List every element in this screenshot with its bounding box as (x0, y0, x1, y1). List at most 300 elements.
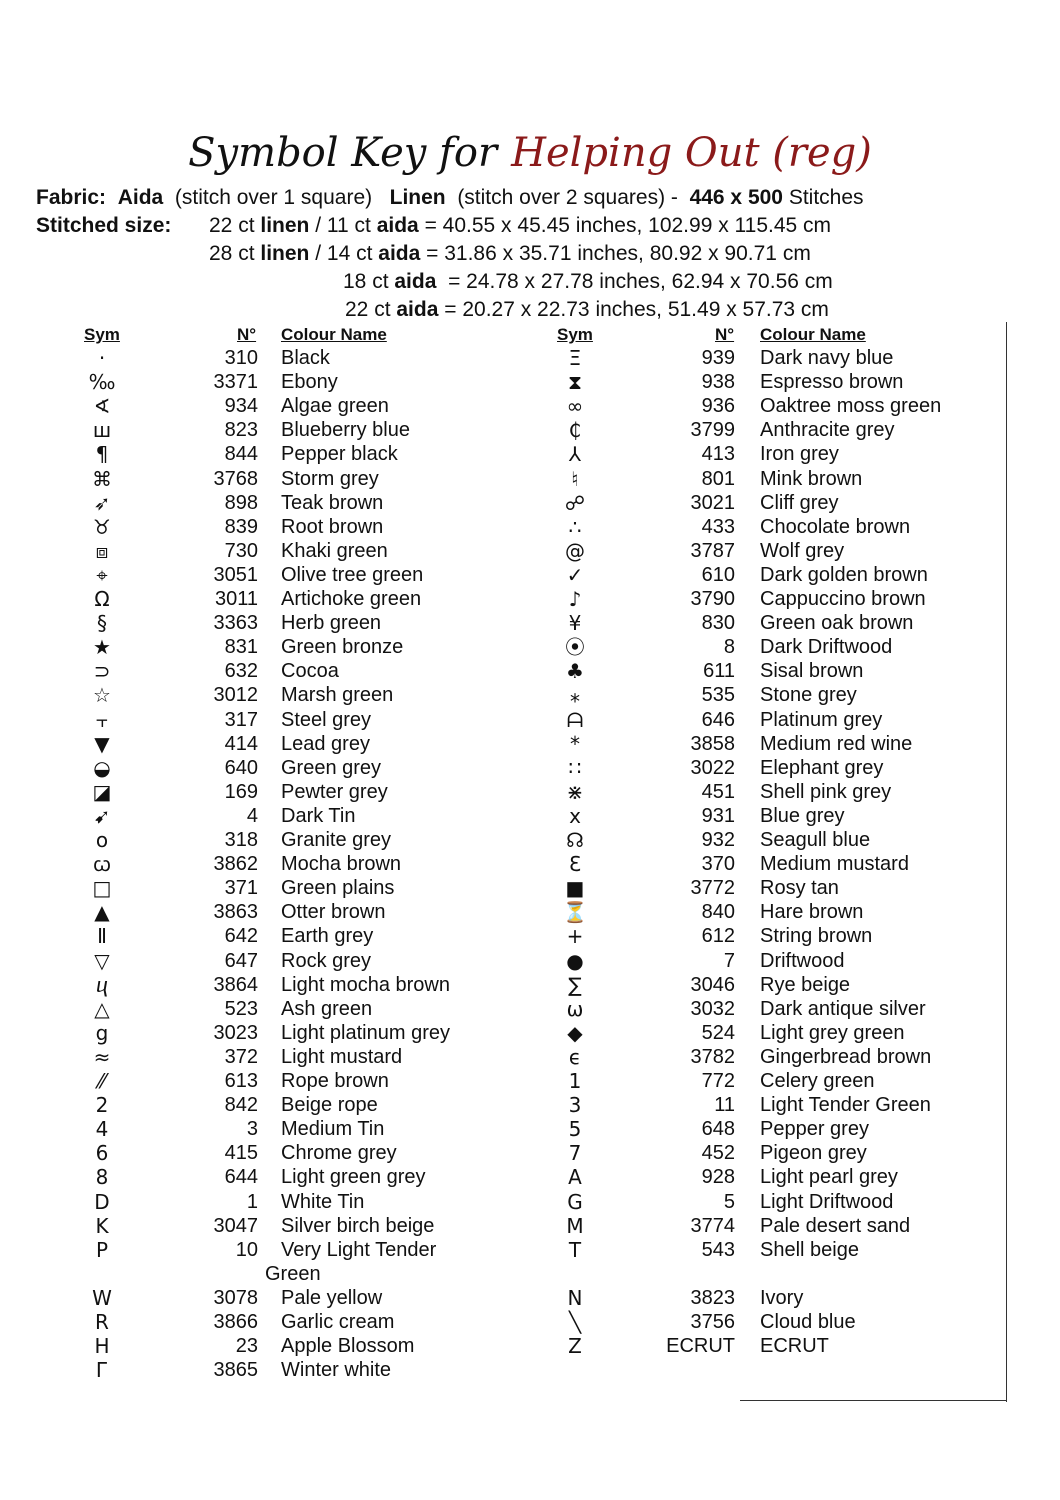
symbol-glyph: ∷ (568, 755, 582, 780)
floss-number: 7 (723, 949, 735, 972)
symbol-glyph: Г (95, 1358, 109, 1383)
colour-name: Iron grey (760, 443, 839, 466)
symbol-glyph: ▲ (94, 900, 110, 925)
right-row (0, 491, 1000, 515)
right-row (0, 756, 1000, 780)
symbol-glyph: H (94, 1334, 110, 1359)
symbol-glyph: ⌖ (96, 562, 108, 587)
colour-name: Garlic cream (281, 1311, 395, 1333)
colour-name: Rope brown (281, 1070, 389, 1092)
symbol-glyph: ★ (93, 635, 111, 660)
colour-name: Green oak brown (760, 612, 914, 635)
colour-name: Green (265, 1262, 321, 1285)
title-prefix: Symbol Key for (188, 130, 498, 176)
colour-name: Cloud blue (760, 1311, 856, 1333)
symbol-glyph: △ (94, 996, 110, 1021)
right-row (0, 997, 1000, 1021)
floss-number: 3051 (213, 563, 258, 586)
right-row (0, 876, 1000, 900)
symbol-glyph: ω (566, 996, 584, 1021)
floss-number: 938 (701, 371, 735, 394)
symbol-glyph: ☆ (93, 683, 111, 708)
colour-name: Rock grey (281, 949, 372, 972)
colour-name: Chocolate brown (760, 515, 911, 538)
stitched-size-line-4: 22 ct aida = 20.27 x 22.73 inches, 51.49 x 57.73 cm (345, 298, 829, 321)
symbol-glyph: 6 (95, 1141, 109, 1166)
symbol-glyph: ⴗ (96, 972, 108, 997)
symbol-glyph: 2 (95, 1093, 109, 1118)
stitched-size-line-2: 28 ct linen / 14 ct aida = 31.86 x 35.71 inches, 80.92 x 90.71 cm (209, 242, 811, 265)
colour-name: Pepper grey (760, 1118, 869, 1141)
fabric-line (36, 184, 864, 212)
symbol-glyph: ⋇ (566, 779, 584, 804)
symbol-glyph: ♮ (571, 466, 579, 491)
colour-name: Light platinum grey (281, 1021, 450, 1044)
symbol-glyph: P (95, 1237, 109, 1262)
symbol-glyph: ϵ (568, 1044, 582, 1069)
colour-name: Dark Tin (281, 804, 356, 827)
symbol-glyph: @ (565, 538, 585, 563)
floss-number: 4 (246, 804, 258, 827)
floss-number: 842 (224, 1094, 258, 1117)
stitched-size-line-1: 22 ct linen / 11 ct aida = 40.55 x 45.45 inches, 102.99 x 115.45 cm (209, 214, 832, 237)
left-header-name: Colour Name (281, 325, 387, 344)
floss-number: 642 (224, 925, 258, 948)
floss-number: 370 (701, 853, 735, 876)
symbol-glyph: ⧈ (95, 538, 109, 563)
symbol-glyph: □ (92, 876, 112, 901)
symbol-glyph: 8 (95, 1165, 109, 1190)
symbol-glyph: N (567, 1285, 583, 1310)
symbol-glyph: T (568, 1237, 582, 1262)
floss-number: 317 (224, 708, 258, 731)
right-row (0, 900, 1000, 924)
colour-name: Cliff grey (760, 491, 839, 514)
colour-name: ECRUT (760, 1335, 829, 1358)
symbol-glyph: M (566, 1213, 584, 1238)
right-header-num: N° (715, 325, 735, 344)
floss-number: 839 (224, 515, 258, 538)
stitched-size-label: Stitched size: (36, 214, 172, 237)
symbol-glyph: ♉ (93, 514, 111, 539)
colour-name: Hare brown (760, 901, 864, 924)
floss-number: 730 (224, 539, 258, 562)
colour-name: Light green grey (281, 1166, 426, 1189)
floss-number: 3021 (690, 491, 735, 514)
colour-name: Silver birch beige (281, 1214, 435, 1237)
floss-number: 3862 (213, 853, 258, 876)
right-row (0, 852, 1000, 876)
fabric-aida: Aida (117, 186, 164, 209)
right-row (0, 659, 1000, 683)
floss-number: 452 (701, 1142, 735, 1165)
colour-name: Ebony (281, 371, 338, 394)
symbol-glyph: ■ (565, 876, 585, 901)
colour-name: Herb green (281, 612, 382, 635)
floss-number: 535 (701, 684, 735, 707)
symbol-glyph: ♣ (566, 659, 584, 684)
colour-name: Very Light Tender (281, 1238, 437, 1261)
symbol-glyph: A (568, 1165, 582, 1190)
colour-name: Ivory (760, 1286, 804, 1309)
floss-number: 3047 (213, 1214, 258, 1237)
floss-number: 371 (224, 877, 258, 900)
floss-number: 433 (701, 515, 735, 538)
left-row (0, 1358, 1000, 1382)
floss-number: 646 (701, 708, 735, 731)
colour-name: Espresso brown (760, 371, 904, 394)
colour-name: Light Tender Green (760, 1094, 931, 1117)
right-row (0, 1334, 1000, 1358)
floss-number: 3858 (690, 732, 735, 755)
right-row (0, 635, 1000, 659)
colour-name: Artichoke green (281, 588, 422, 610)
symbol-glyph: o (95, 828, 109, 852)
floss-number: 414 (224, 732, 258, 755)
symbol-glyph: ➶ (93, 490, 111, 515)
right-row (0, 1021, 1000, 1045)
colour-name: Dark antique silver (760, 997, 926, 1020)
symbol-glyph: ⧗ (567, 370, 583, 395)
floss-number: 3823 (690, 1286, 735, 1309)
symbol-glyph: ∞ (566, 394, 584, 419)
floss-number: 3371 (213, 371, 258, 394)
floss-number: 3078 (213, 1286, 258, 1309)
right-header-sym: Sym (557, 325, 593, 344)
stitched-size-line-3: 18 ct aida = 24.78 x 27.78 inches, 62.94 x 70.56 cm (343, 270, 833, 293)
symbol-glyph: ₵ (568, 418, 582, 443)
right-row (0, 611, 1000, 635)
symbol-glyph: ꞷ (92, 852, 112, 877)
right-row (0, 1069, 1000, 1093)
symbol-glyph: Z (568, 1334, 582, 1359)
floss-number: 844 (224, 443, 258, 466)
symbol-glyph: ᗩ (566, 707, 584, 732)
colour-name: Green plains (281, 877, 395, 900)
floss-number: 415 (224, 1142, 258, 1165)
colour-name: Elephant grey (760, 756, 884, 779)
colour-name: Dark golden brown (760, 563, 928, 586)
floss-number: 3799 (690, 419, 735, 442)
colour-name: Khaki green (281, 539, 388, 562)
symbol-glyph: ∴ (568, 514, 582, 539)
symbol-glyph: ╲ (568, 1310, 582, 1334)
symbol-glyph: D (94, 1189, 110, 1214)
floss-number: 898 (224, 491, 258, 514)
floss-number: 523 (224, 997, 258, 1020)
symbol-glyph: ➹ (93, 803, 111, 828)
symbol-glyph: Ɛ (568, 852, 582, 877)
colour-name: Blue grey (760, 804, 845, 827)
floss-number: 3866 (213, 1311, 258, 1333)
right-row (0, 1117, 1000, 1141)
floss-number: 413 (701, 443, 735, 466)
colour-name: Celery green (760, 1070, 875, 1092)
floss-number: 3790 (690, 588, 735, 610)
symbol-glyph: ‰ (88, 370, 116, 395)
colour-name: Seagull blue (760, 829, 871, 851)
colour-name: Rye beige (760, 973, 851, 996)
symbol-glyph: ⊃ (93, 659, 111, 684)
floss-number: 3046 (690, 973, 735, 996)
colour-name: Green grey (281, 756, 382, 779)
colour-name: Chrome grey (281, 1142, 397, 1165)
fabric-label: Fabric: (36, 186, 107, 209)
symbol-glyph: ¶ (95, 442, 109, 467)
colour-name: Shell pink grey (760, 780, 892, 803)
colour-name: Medium Tin (281, 1118, 385, 1141)
symbol-glyph: ⫟ (95, 707, 109, 732)
floss-number: 543 (701, 1238, 735, 1261)
symbol-glyph: ¥ (568, 611, 582, 636)
symbol-glyph: G (567, 1189, 583, 1214)
symbol-glyph: ⁎ (570, 683, 580, 708)
colour-name: Apple Blossom (281, 1335, 415, 1358)
symbol-glyph: Ⅱ (97, 924, 107, 949)
floss-number: 936 (701, 395, 735, 418)
right-row (0, 442, 1000, 466)
colour-name: Olive tree green (281, 563, 424, 586)
symbol-glyph: ∑ (568, 972, 582, 997)
floss-number: 524 (701, 1021, 735, 1044)
symbol-glyph: ◒ (93, 755, 111, 780)
right-row (0, 924, 1000, 948)
symbol-glyph: g (95, 1020, 109, 1045)
right-row (0, 708, 1000, 732)
right-row (0, 1214, 1000, 1238)
symbol-glyph: ∢ (93, 394, 111, 419)
floss-number: 939 (701, 347, 735, 369)
symbol-glyph: R (95, 1310, 109, 1334)
symbol-glyph: ♪ (568, 587, 582, 611)
bottom-border-line (740, 1400, 1007, 1401)
floss-number: 611 (703, 660, 735, 683)
right-row (0, 515, 1000, 539)
right-row (0, 1310, 1000, 1334)
colour-name: String brown (760, 925, 873, 948)
floss-number: 610 (701, 563, 735, 586)
colour-name: Rosy tan (760, 877, 839, 900)
stitch-word: Stitches (788, 186, 864, 209)
colour-name: Medium mustard (760, 853, 909, 876)
right-row (0, 394, 1000, 418)
colour-name: Beige rope (281, 1094, 378, 1117)
colour-name: Marsh green (281, 684, 394, 707)
right-row (0, 1262, 1000, 1286)
symbol-glyph: 4 (95, 1117, 109, 1142)
colour-name: Stone grey (760, 684, 857, 707)
page-title (0, 128, 1060, 178)
colour-name: White Tin (281, 1190, 365, 1213)
floss-number: 3787 (690, 539, 735, 562)
colour-name: Sisal brown (760, 660, 864, 683)
floss-number: 10 (235, 1238, 258, 1261)
colour-name: Medium red wine (760, 732, 913, 755)
colour-name: Teak brown (281, 491, 384, 514)
left-header-sym: Sym (84, 325, 120, 344)
symbol-glyph: ⦿ (565, 635, 585, 660)
symbol-glyph: ▼ (94, 731, 110, 756)
floss-number: 640 (224, 756, 258, 779)
symbol-glyph: * (570, 731, 580, 756)
right-row (0, 1286, 1000, 1310)
colour-name: Pale yellow (281, 1286, 383, 1309)
floss-number: 928 (701, 1166, 735, 1189)
right-row (0, 683, 1000, 707)
colour-name: Dark Driftwood (760, 636, 893, 659)
floss-number: 11 (714, 1094, 735, 1117)
symbol-glyph: ◪ (92, 779, 112, 804)
floss-number: 831 (224, 636, 258, 659)
right-row (0, 346, 1000, 370)
floss-number: 823 (224, 419, 258, 442)
colour-name: Light mocha brown (281, 973, 450, 996)
right-row (0, 1190, 1000, 1214)
fabric-linen-note: (stitch over 2 squares) - (457, 186, 678, 209)
colour-name: Pale desert sand (760, 1214, 911, 1237)
symbol-glyph: ✓ (566, 562, 584, 587)
right-row (0, 949, 1000, 973)
right-row (0, 732, 1000, 756)
right-row (0, 780, 1000, 804)
right-row (0, 587, 1000, 611)
floss-number: 3863 (213, 901, 258, 924)
floss-number: 5 (723, 1190, 735, 1213)
symbol-glyph: ≈ (93, 1044, 111, 1069)
symbol-glyph: ⅄ (568, 442, 582, 467)
floss-number: 310 (224, 347, 258, 369)
symbol-glyph: ш (92, 418, 112, 443)
floss-number: 644 (224, 1166, 258, 1189)
floss-number: 23 (235, 1335, 258, 1358)
floss-number: 772 (701, 1070, 735, 1092)
floss-number: 931 (701, 804, 735, 827)
right-row (0, 804, 1000, 828)
colour-name: Dark navy blue (760, 347, 894, 369)
symbol-glyph: § (97, 611, 107, 636)
floss-number: 613 (224, 1070, 258, 1092)
floss-number: 648 (701, 1118, 735, 1141)
colour-name: Light mustard (281, 1045, 403, 1068)
fabric-aida-note: (stitch over 1 square) (174, 186, 373, 209)
colour-name: Blueberry blue (281, 419, 410, 442)
symbol-glyph: ⌘ (92, 466, 112, 491)
left-header-num: N° (237, 325, 257, 344)
floss-number: 3774 (690, 1214, 735, 1237)
colour-name: Storm grey (281, 467, 379, 490)
colour-name: Pewter grey (281, 780, 388, 803)
floss-number: 1 (246, 1190, 258, 1213)
floss-number: 3864 (213, 973, 258, 996)
floss-number: 612 (701, 925, 735, 948)
colour-name: Steel grey (281, 708, 372, 731)
colour-name: Driftwood (760, 949, 845, 972)
right-row (0, 1093, 1000, 1117)
colour-name: Light grey green (760, 1021, 905, 1044)
colour-name: Cappuccino brown (760, 588, 926, 610)
right-row (0, 370, 1000, 394)
floss-number: 318 (224, 829, 258, 851)
floss-number: ECRUT (666, 1335, 735, 1358)
floss-number: 169 (224, 780, 258, 803)
colour-name: Pepper black (281, 443, 398, 466)
floss-number: 647 (224, 949, 258, 972)
floss-number: 801 (701, 467, 735, 490)
symbol-glyph: 3 (568, 1093, 582, 1118)
floss-number: 934 (224, 395, 258, 418)
floss-number: 3782 (690, 1045, 735, 1068)
right-row (0, 1045, 1000, 1069)
colour-name: Platinum grey (760, 708, 883, 731)
floss-number: 3772 (690, 877, 735, 900)
right-row (0, 467, 1000, 491)
colour-name: Gingerbread brown (760, 1045, 932, 1068)
colour-name: Lead grey (281, 732, 370, 755)
colour-name: Mink brown (760, 467, 863, 490)
symbol-glyph: 1 (568, 1069, 582, 1093)
fabric-linen: Linen (389, 186, 446, 209)
right-row (0, 563, 1000, 587)
colour-name: Mocha brown (281, 853, 402, 876)
colour-name: Black (281, 347, 330, 369)
floss-number: 3 (246, 1118, 258, 1141)
floss-number: 840 (701, 901, 735, 924)
floss-number: 632 (224, 660, 258, 683)
stitch-count: 446 x 500 (689, 186, 783, 209)
floss-number: 3022 (690, 756, 735, 779)
right-row (0, 1165, 1000, 1189)
symbol-glyph: 5 (568, 1117, 582, 1142)
colour-name: Earth grey (281, 925, 374, 948)
colour-name: Green bronze (281, 636, 404, 659)
colour-name: Root brown (281, 515, 384, 538)
colour-name: Oaktree moss green (760, 395, 942, 418)
floss-number: 3865 (213, 1359, 258, 1382)
symbol-glyph: Ξ (568, 346, 582, 370)
colour-name: Winter white (281, 1359, 392, 1382)
floss-number: 3023 (213, 1021, 258, 1044)
symbol-glyph: ⏳ (562, 900, 588, 925)
right-row (0, 539, 1000, 563)
symbol-glyph: W (92, 1285, 112, 1310)
floss-number: 3032 (690, 997, 735, 1020)
symbol-glyph: x (569, 803, 581, 828)
symbol-glyph: ▽ (94, 948, 110, 973)
colour-name: Light Driftwood (760, 1190, 894, 1213)
floss-number: 8 (723, 636, 735, 659)
colour-name: Anthracite grey (760, 419, 895, 442)
colour-name: Shell beige (760, 1238, 859, 1261)
colour-name: Wolf grey (760, 539, 845, 562)
colour-name: Granite grey (281, 829, 392, 851)
symbol-glyph: K (95, 1213, 109, 1238)
colour-name: Ash green (281, 997, 373, 1020)
colour-name: Cocoa (281, 660, 339, 683)
floss-number: 3363 (213, 612, 258, 635)
symbol-glyph: · (98, 346, 106, 370)
right-row (0, 828, 1000, 852)
floss-number: 372 (224, 1045, 258, 1068)
floss-number: 451 (701, 780, 735, 803)
colour-name: Light pearl grey (760, 1166, 898, 1189)
right-row (0, 1238, 1000, 1262)
symbol-glyph: Ω (94, 587, 110, 611)
floss-number: 3768 (213, 467, 258, 490)
symbol-glyph: ⁄⁄ (98, 1069, 106, 1093)
title-pattern-name: Helping Out (reg) (511, 130, 872, 176)
symbol-glyph: ● (566, 948, 584, 973)
floss-number: 3756 (690, 1311, 735, 1333)
